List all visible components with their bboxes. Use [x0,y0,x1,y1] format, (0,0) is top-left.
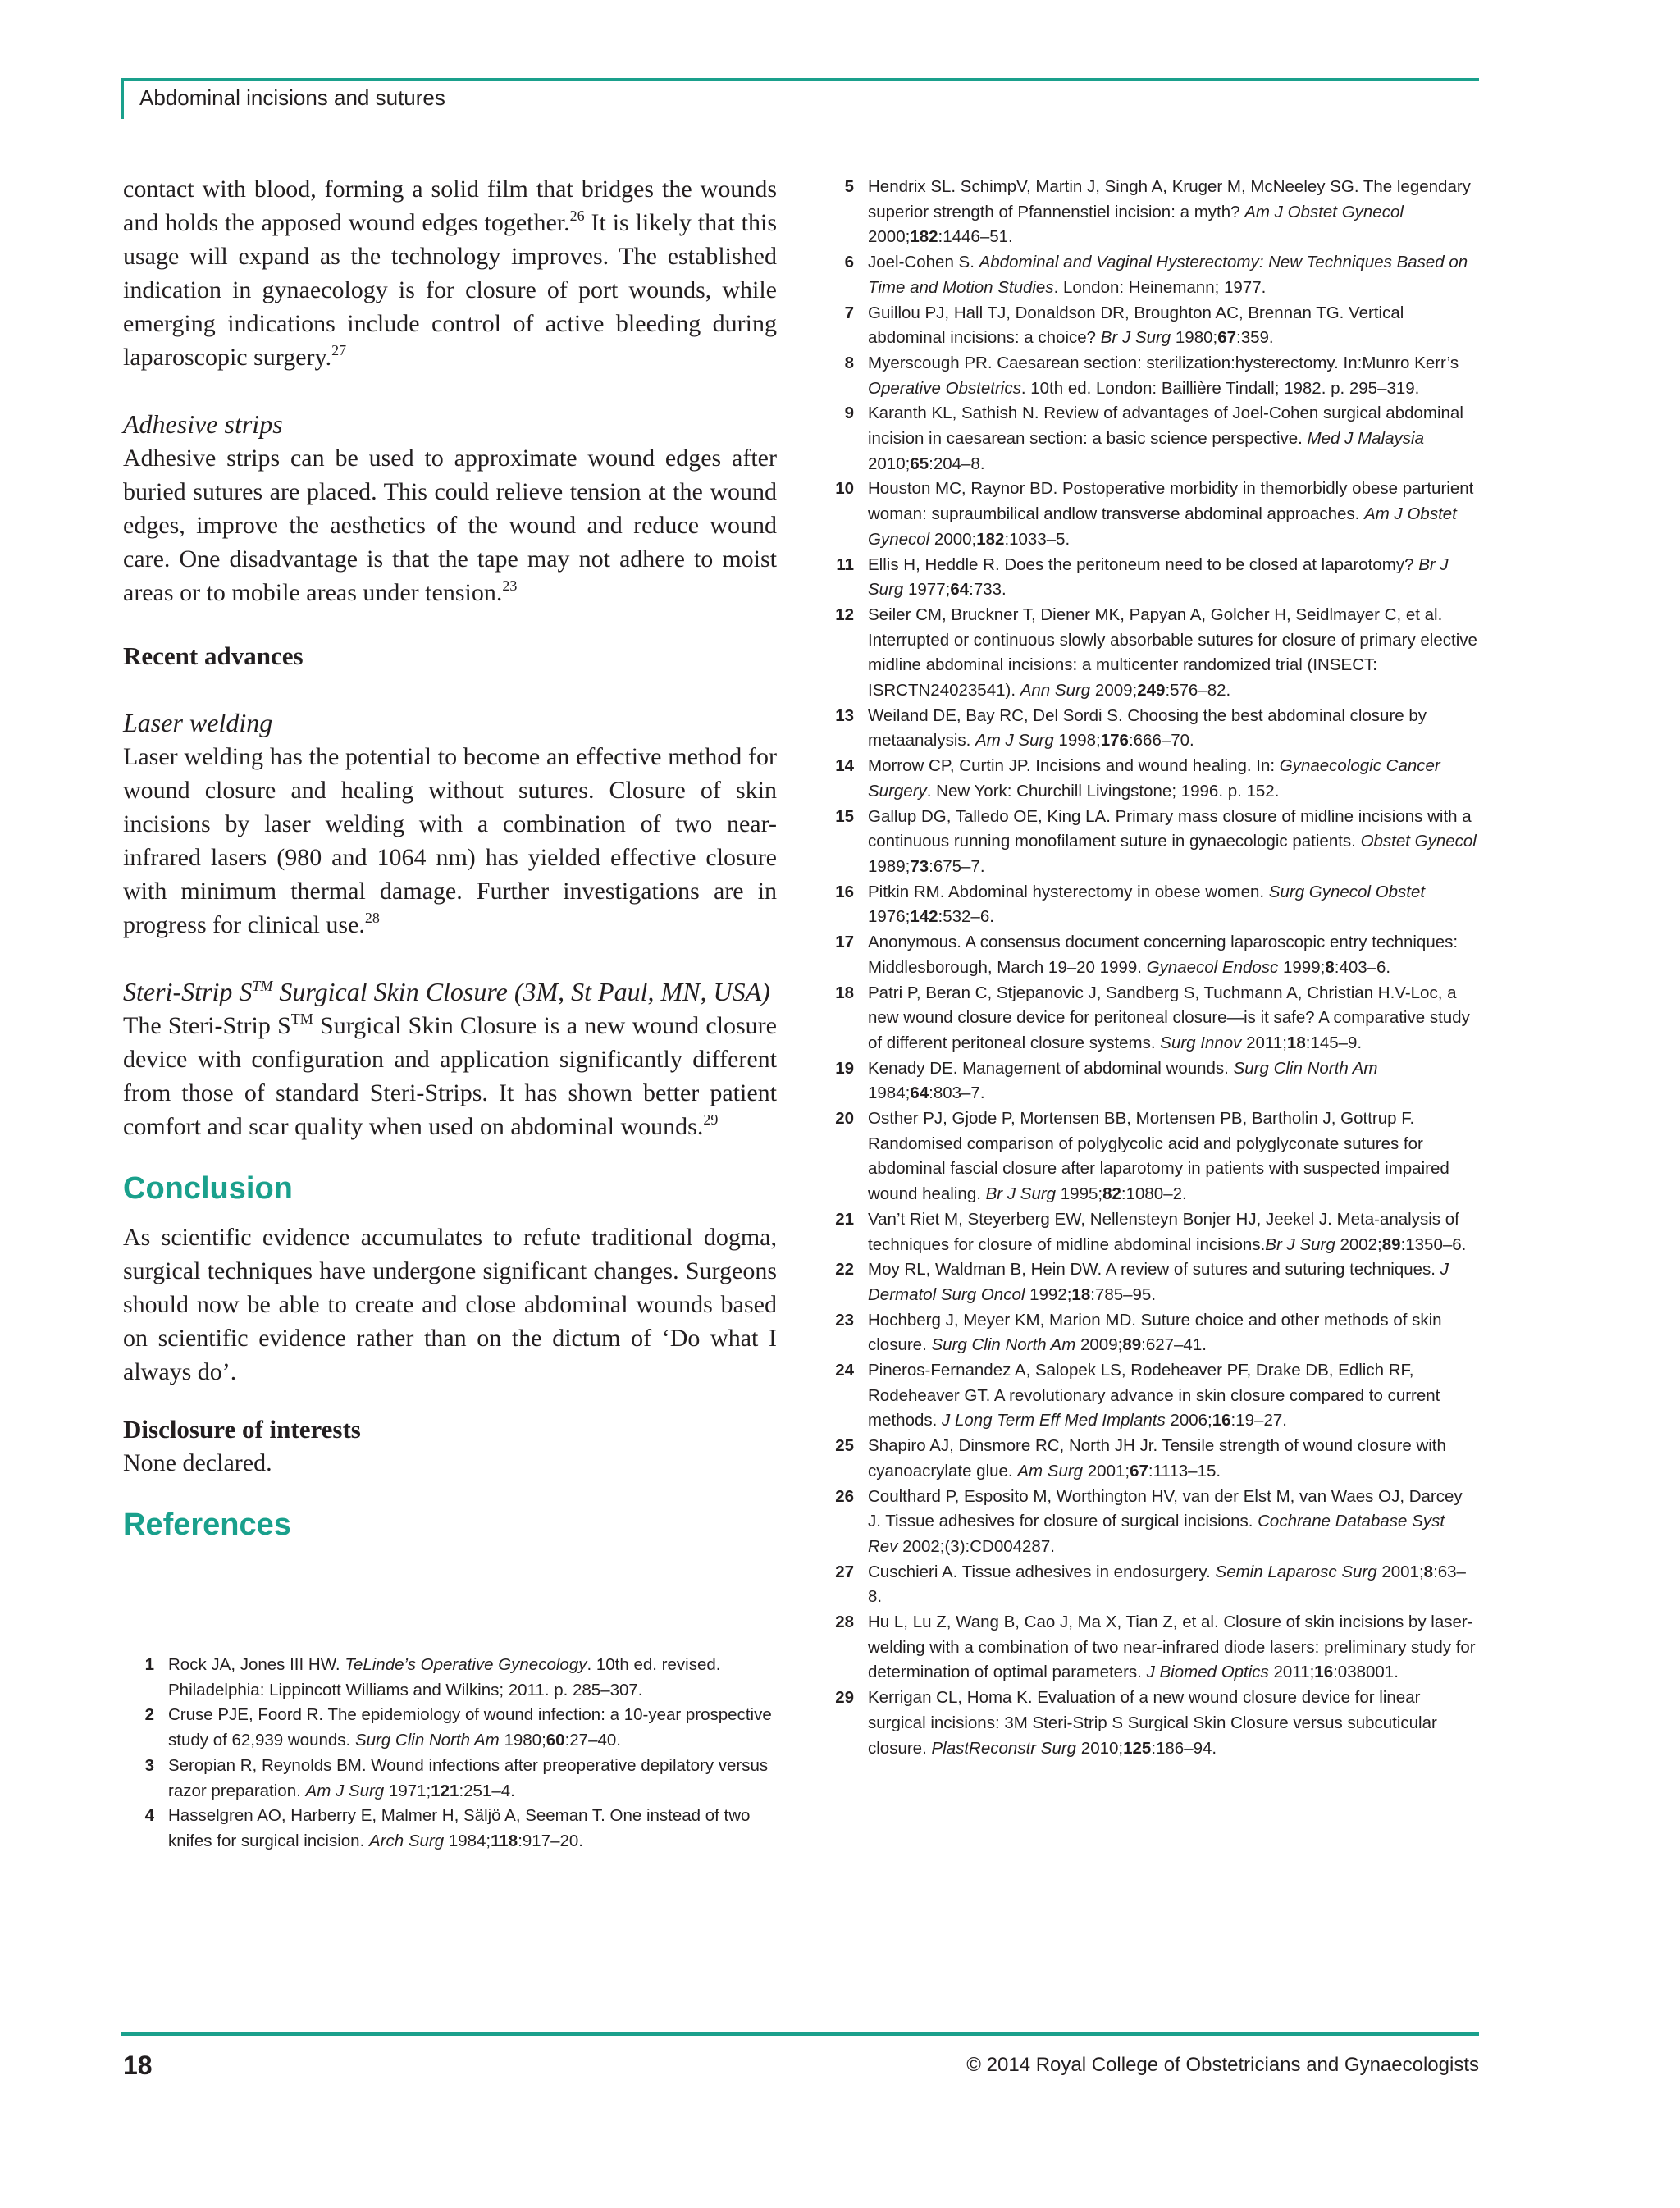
reference-number: 25 [835,1436,854,1456]
reference-item [823,1207,1479,1257]
paragraph-intro: contact with blood, forming a solid film that bridges the wounds and holds the apposed wound edges together.$^{26}$ It is likely that this usage will expand as the technology improves. The established indication in gynaecology is for closure of port wounds, while emerging indications include control of active bleeding during laparoscopic surgery.$^{27}$ [123,176,777,371]
left-column [123,172,777,1544]
reference-text: Rock JA, Jones III HW. [168,1655,345,1674]
reference-source: Surg Clin North Am [1233,1058,1378,1078]
reference-item [823,704,1479,754]
reference-text: Patri P, Beran C, Stjepanovic J, Sandberg S, Tuchmann A, Christian H.V-Loc, a new wound closure device for peritoneal closure—is it safe? A comparative study of different peritoneal closure systems. [868,983,1470,1052]
reference-text: . 10th ed. revised. Philadelphia: Lippincott Williams and Wilkins; 2011. p. 285–307. [168,1655,721,1699]
reference-number: 21 [835,1209,854,1229]
reference-text: 1998; [1053,731,1101,750]
reference-text: 2009; [1075,1335,1123,1355]
reference-text: 2006; [1165,1411,1212,1430]
reference-source: Br J Surg [868,554,1449,600]
reference-text: Anonymous. A consensus document concerning laparoscopic entry techniques: Middlesborough, March 19–20 1999. [868,933,1459,977]
reference-volume: 64 [910,1083,929,1103]
reference-pages: :532–6. [938,907,994,927]
reference-volume: 8 [1423,1562,1434,1581]
reference-text: Pineros-Fernandez A, Salopek LS, Rodeheaver PF, Drake DB, Edlich RF, Rodeheaver GT. A revolutionary advance in skin closure compared to current methods. [868,1361,1440,1430]
reference-item [823,1434,1479,1484]
reference-volume: 67 [1217,328,1237,348]
reference-text: Pitkin RM. Abdominal hysterectomy in obese women. [868,882,1269,901]
reference-text: Morrow CP, Curtin JP. Incisions and wound healing. In: [868,756,1280,776]
reference-source: J Biomed Optics [1146,1663,1269,1682]
reference-text: Coulthard P, Esposito M, Worthington HV, van der Elst M, van Waes OJ, Darcey J. Tissue adhesives for closure of surgical incisions. [868,1486,1463,1531]
heading-adhesive-strips: Adhesive strips [123,409,283,439]
reference-volume: 182 [910,227,938,247]
reference-number: 9 [844,404,854,423]
reference-number: 26 [835,1486,854,1506]
reference-pages: :1033–5. [1004,529,1071,549]
reference-source: Ann Surg [1020,681,1091,700]
reference-pages: :204–8. [929,454,985,473]
reference-number: 4 [144,1806,154,1826]
reference-text: Joel-Cohen S. [868,253,979,272]
reference-text: Gallup DG, Talledo OE, King LA. Primary mass closure of midline incisions with a continuous running monofilament suture in gynaecologic patients. [868,806,1472,851]
reference-source: Obstet Gynecol [1360,832,1477,851]
heading-references: References [123,1508,291,1542]
reference-volume: 89 [1381,1234,1401,1254]
reference-text: Ellis H, Heddle R. Does the peritoneum need to be closed at laparotomy? [868,554,1419,574]
reference-text: . New York: Churchill Livingstone; 1996. p. 152. [926,781,1280,801]
reference-number: 3 [144,1755,154,1775]
reference-number: 5 [844,177,854,196]
reference-number: 2 [144,1705,154,1725]
reference-number: 19 [835,1058,854,1078]
reference-text: 1995; [1056,1184,1103,1204]
reference-pages: :27–40. [564,1731,621,1750]
reference-pages: :917–20. [518,1831,584,1850]
reference-text: 2010; [1076,1738,1124,1758]
reference-item [823,1358,1479,1434]
reference-text: Karanth KL, Sathish N. Review of advantages of Joel-Cohen surgical abdominal incision in caesarean section: a basic science perspective. [868,404,1463,449]
reference-text: 1977; [903,580,951,600]
reference-text: Kenady DE. Management of abdominal wounds. [868,1058,1234,1078]
reference-text: Seiler CM, Bruckner T, Diener MK, Papyan A, Golcher H, Seidlmayer C, et al. Interrupted or continuous slowly absorbable sutures for closure of primary elective midline abdominal incisions: a multicenter randomized trial (INSECT: ISRCTN24023541). [868,604,1477,700]
reference-text: Cuschieri A. Tissue adhesives in endosurgery. [868,1562,1216,1581]
reference-text: Van’t Riet M, Steyerberg EW, Nellensteyn Bonjer HJ, Jeekel J. Meta-analysis of techniques for closure of midline abdominal incisions. [868,1209,1459,1254]
reference-text: 1989; [868,856,911,876]
reference-pages: :251–4. [459,1781,515,1800]
reference-volume: 89 [1122,1335,1142,1355]
reference-item [823,754,1479,804]
reference-pages: :666–70. [1128,731,1194,750]
reference-item [823,477,1479,552]
reference-pages: :803–7. [929,1083,985,1103]
reference-number: 28 [835,1613,854,1632]
reference-number: 12 [835,604,854,624]
reference-source: PlastReconstr Surg [931,1738,1077,1758]
heading-steri-strip: Steri-Strip S™ Surgical Skin Closure (3M, St Paul, MN, USA) [123,977,770,1006]
reference-item [823,250,1479,300]
reference-number: 18 [835,983,854,1002]
reference-text: Kerrigan CL, Homa K. Evaluation of a new wound closure device for linear surgical incisions: 3M Steri-Strip S Surgical Skin Closure versus subcuticular closure. [868,1688,1437,1758]
reference-item [823,175,1479,250]
reference-item [823,880,1479,930]
paragraph-disclosure: None declared. [123,1449,272,1476]
reference-text: 1999; [1278,957,1326,977]
reference-number: 22 [835,1260,854,1280]
reference-number: 1 [144,1655,154,1674]
copyright-notice: © 2014 Royal College of Obstetricians and Gynaecologists [966,2054,1479,2076]
reference-volume: 18 [1286,1033,1306,1052]
reference-volume: 67 [1130,1461,1148,1480]
trademark: TM [290,1010,313,1027]
reference-text: 1980; [499,1731,546,1750]
reference-volume: 142 [910,907,938,927]
reference-source: Gynaecol Endosc [1146,957,1279,977]
reference-volume: 73 [910,856,929,876]
reference-text: 1992; [1025,1284,1072,1304]
reference-text: 2002;(3):CD004287. [897,1536,1055,1556]
paragraph-laser-welding: Laser welding has the potential to become an effective method for wound closure and healing without sutures. Closure of skin incisions by laser welding with a combination of two near-infrared lasers (980 and 1064 nm) has yielded effective closure with minimum thermal damage. Further investigations are in progress for clinical use.$^{28}$ [123,743,777,938]
reference-text: Guillou PJ, Hall TJ, Donaldson DR, Broughton AC, Brennan TG. Vertical abdominal incisions: a choice? [868,303,1404,348]
reference-volume: 16 [1212,1411,1231,1430]
reference-pages: :627–41. [1141,1335,1207,1355]
page-number: 18 [123,2051,153,2080]
reference-text: 2011; [1268,1663,1315,1682]
reference-number: 29 [835,1688,854,1708]
reference-item [823,553,1479,603]
heading-conclusion: Conclusion [123,1171,293,1206]
reference-item [823,1056,1479,1106]
reference-text: Myerscough PR. Caesarean section: sterilization:hysterectomy. In:Munro Kerr’s [868,353,1459,372]
reference-source: Surg Innov [1160,1033,1242,1052]
reference-number: 10 [835,479,854,499]
reference-pages: :145–9. [1305,1033,1363,1052]
reference-source: Am J Surg [305,1781,385,1800]
reference-text: Osther PJ, Gjode P, Mortensen BB, Mortensen PB, Bartholin J, Gottrup F. Randomised comparison of polyglycolic acid and polyglyconate sutures for abdominal fascial closure after laparotomy in patients with suspected impaired wound healing. [868,1109,1449,1204]
reference-text: 2009; [1090,681,1138,700]
reference-pages: :186–94. [1151,1738,1217,1758]
reference-text: 2000; [868,227,911,247]
reference-number: 16 [835,882,854,901]
reference-item [823,1257,1479,1307]
reference-pages: :403–6. [1334,957,1391,977]
reference-volume: 82 [1102,1184,1121,1204]
reference-text: 1984; [868,1083,911,1103]
reference-number: 6 [844,253,854,272]
reference-source: Br J Surg [1265,1234,1335,1254]
citation: 28 [364,910,380,926]
reference-text: Hendrix SL. SchimpV, Martin J, Singh A, Kruger M, McNeeley SG. The legendary superior strength of Pfannenstiel incision: a myth? [868,177,1471,221]
reference-pages: :675–7. [929,856,985,876]
reference-volume: 182 [976,529,1005,549]
reference-volume: 125 [1123,1738,1152,1758]
reference-pages: :733. [969,580,1007,600]
reference-volume: 249 [1137,681,1166,700]
citation: 23 [502,577,518,594]
reference-volume: 121 [431,1781,459,1800]
reference-text: 2000; [929,529,977,549]
reference-source: Gynaecologic Cancer Surgery [868,756,1440,801]
reference-source: Am J Obstet Gynecol [1244,202,1404,221]
reference-item [123,1804,777,1854]
reference-pages: :576–82. [1165,681,1231,700]
reference-number: 17 [835,933,854,952]
reference-volume: 18 [1071,1284,1091,1304]
reference-source: Br J Surg [985,1184,1057,1204]
reference-volume: 16 [1314,1663,1334,1682]
reference-item [823,351,1479,401]
reference-number: 15 [835,806,854,826]
reference-source: Surg Clin North Am [931,1335,1076,1355]
reference-source: Am Surg [1017,1461,1084,1480]
reference-number: 7 [844,303,854,322]
reference-text: Seropian R, Reynolds BM. Wound infections after preoperative depilatory versus razor preparation. [168,1755,769,1800]
reference-pages: :19–27. [1230,1411,1287,1430]
reference-source: Semin Laparosc Surg [1215,1562,1377,1581]
reference-item [123,1754,777,1804]
reference-pages: :038001. [1333,1663,1399,1682]
reference-text: 1984; [444,1831,491,1850]
heading-laser-welding: Laser welding [123,708,273,737]
reference-text: 2011; [1241,1033,1287,1052]
reference-item [823,1686,1479,1761]
reference-text: Moy RL, Waldman B, Hein DW. A review of sutures and suturing techniques. [868,1260,1440,1280]
paragraph-adhesive-strips: Adhesive strips can be used to approximate wound edges after buried sutures are placed. This could relieve tension at the wound edges, improve the aesthetics of the wound and reduce wound care. One disadvantage is that the tape may not adhere to moist areas or to mobile areas under tension.$^{23}$ [123,445,777,606]
citation: 29 [703,1111,719,1128]
reference-volume: 64 [950,580,970,600]
reference-item [823,930,1479,980]
header-rule [121,78,1479,81]
reference-source: Surg Clin North Am [354,1731,500,1750]
references-list-left [123,1653,777,1854]
reference-source: Am J Surg [975,731,1054,750]
reference-text: Shapiro AJ, Dinsmore RC, North JH Jr. Tensile strength of wound closure with cyanoacrylate glue. [868,1436,1446,1480]
reference-item [823,1308,1479,1358]
reference-source: Abdominal and Vaginal Hysterectomy: New Techniques Based on Time and Motion Studies [868,253,1468,297]
reference-item [823,401,1479,477]
reference-number: 24 [835,1361,854,1380]
reference-source: J Dermatol Surg Oncol [868,1260,1449,1304]
reference-volume: 8 [1325,957,1335,977]
heading-recent-advances: Recent advances [123,641,304,670]
reference-text: 2002; [1335,1234,1382,1254]
reference-item [123,1653,777,1703]
heading-disclosure: Disclosure of interests [123,1415,361,1444]
reference-text: 1980; [1171,328,1218,348]
reference-item [823,1106,1479,1207]
reference-source: Surg Gynecol Obstet [1268,882,1426,901]
citation: 27 [331,342,347,358]
running-head: Abdominal incisions and sutures [139,85,445,110]
reference-text: 2001; [1376,1562,1424,1581]
reference-number: 20 [835,1109,854,1129]
reference-volume: 176 [1100,731,1129,750]
paragraph-steri-strip: The Steri-Strip S™ Surgical Skin Closure is a new wound closure device with configuration and application significantly different from those of standard Steri-Strips. It has shown better patient comfort and scar quality when used on abdominal wounds.$^{29}$ [123,1010,777,1140]
reference-pages: :1113–15. [1148,1461,1221,1480]
reference-pages: :785–95. [1090,1284,1157,1304]
reference-pages: :1350–6. [1400,1234,1467,1254]
reference-source: Am J Obstet Gynecol [868,504,1457,549]
reference-number: 14 [835,756,854,776]
reference-volume: 60 [546,1731,565,1750]
reference-volume: 118 [491,1831,518,1850]
reference-number: 23 [835,1310,854,1330]
reference-text: 2001; [1083,1461,1130,1480]
reference-text: Hasselgren AO, Harberry E, Malmer H, Säljö A, Seeman T. One instead of two knifes for surgical incision. [168,1806,751,1850]
reference-text: . 10th ed. London: Baillière Tindall; 1982. p. 295–319. [1020,378,1420,398]
reference-source: Br J Surg [1100,328,1171,348]
header-tick [121,78,124,119]
reference-text: Hochberg J, Meyer KM, Marion MD. Suture choice and other methods of skin closure. [868,1310,1442,1355]
reference-number: 11 [836,554,854,574]
reference-source: Med J Malaysia [1307,429,1424,449]
reference-item [123,1703,777,1753]
reference-item [823,805,1479,880]
reference-volume: 65 [910,454,929,473]
reference-text: Cruse PJE, Foord R. The epidemiology of wound infection: a 10-year prospective study of 62,939 wounds. [168,1705,772,1750]
footer-rule [121,2032,1479,2036]
trademark: TM [252,978,273,994]
reference-text: Houston MC, Raynor BD. Postoperative morbidity in themorbidly obese parturient woman: supraumbilical andlow transverse abdominal approaches. [868,479,1474,524]
citation: 26 [569,208,585,224]
reference-item [823,1485,1479,1560]
reference-pages: :1446–51. [938,227,1013,247]
reference-number: 13 [835,705,854,725]
reference-text: 1976; [868,907,911,927]
reference-item [823,981,1479,1056]
reference-item [823,603,1479,704]
reference-number: 27 [835,1562,854,1581]
reference-text: 2010; [868,454,911,473]
references-list-right [823,175,1479,1761]
reference-item [823,1560,1479,1610]
reference-number: 8 [844,353,854,372]
paragraph-conclusion: As scientific evidence accumulates to refute traditional dogma, surgical techniques have undergone significant changes. Surgeons should now be able to create and close abdominal wounds based on scientific evidence rather than on the dictum of ‘Do what I always do’. [123,1224,777,1385]
reference-source: Operative Obstetrics [868,378,1021,398]
reference-text: Hu L, Lu Z, Wang B, Cao J, Ma X, Tian Z, et al. Closure of skin incisions by laser-welding with a combination of two near-infrared diode lasers: preliminary study for determination of optimal parameters. [868,1613,1476,1682]
reference-pages: :359. [1236,328,1274,348]
reference-item [823,1610,1479,1686]
reference-text: Weiland DE, Bay RC, Del Sordi S. Choosing the best abdominal closure by metaanalysis. [868,705,1427,750]
reference-source: Cochrane Database Syst Rev [868,1512,1445,1556]
reference-source: J Long Term Eff Med Implants [942,1411,1166,1430]
reference-item [823,301,1479,351]
reference-pages: :1080–2. [1121,1184,1187,1204]
reference-source: TeLinde’s Operative Gynecology [345,1655,587,1674]
reference-pages: :63–8. [868,1562,1466,1607]
reference-text: 1971; [384,1781,431,1800]
reference-text: . London: Heinemann; 1977. [1053,277,1267,297]
reference-source: Arch Surg [368,1831,445,1850]
